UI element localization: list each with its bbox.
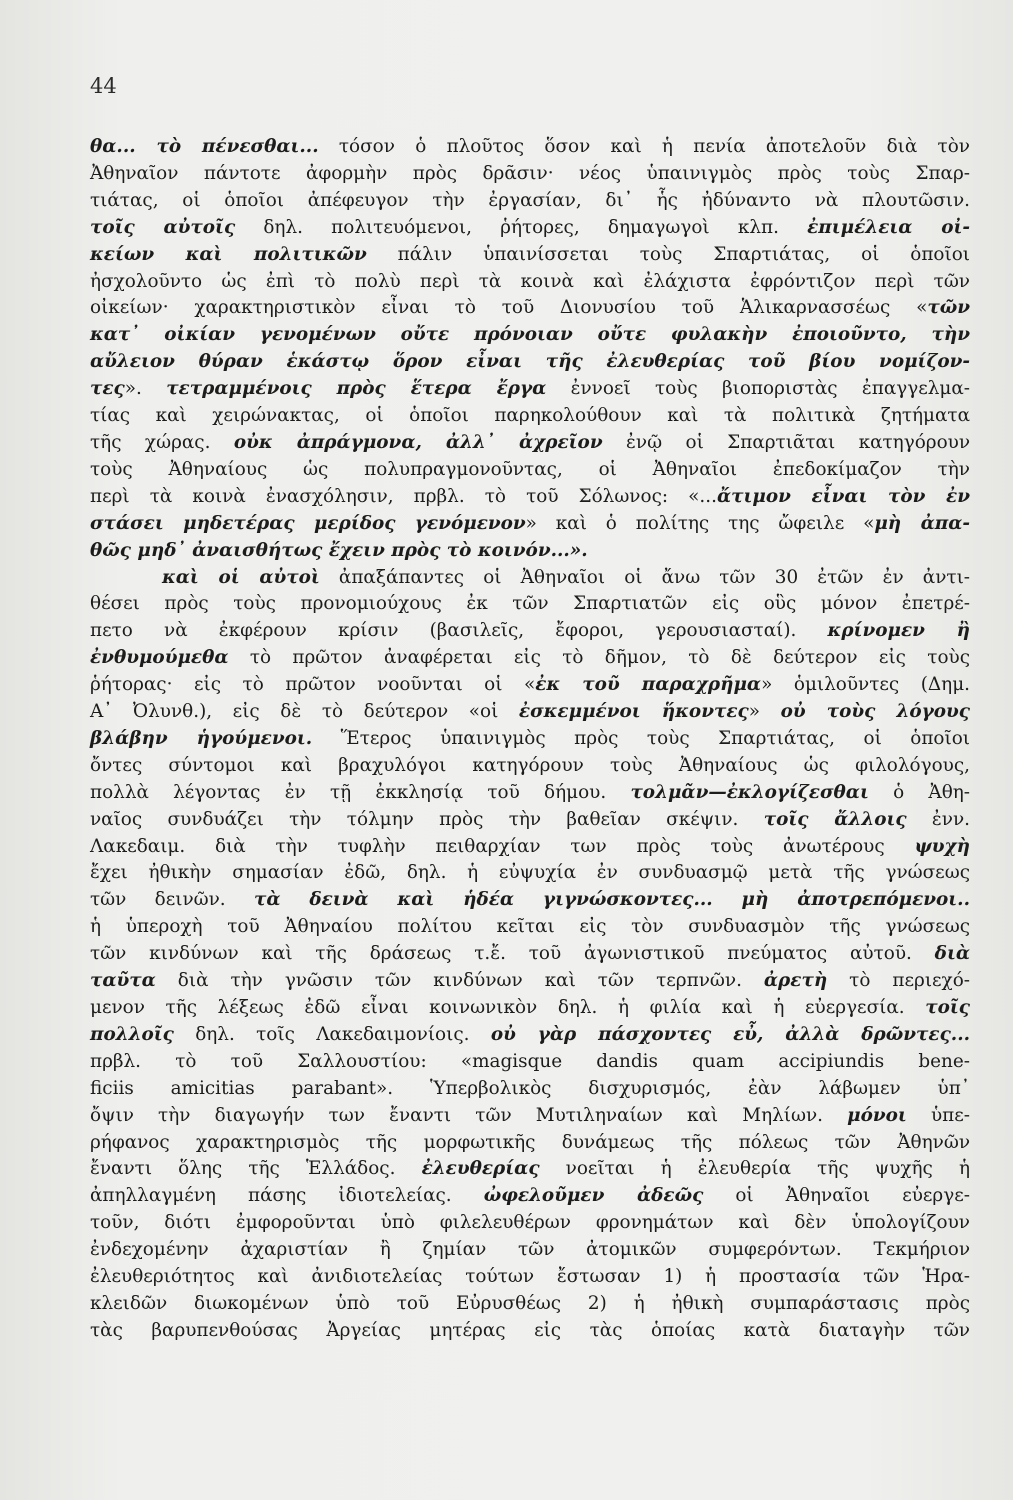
- lemma-text: μὴ ἀπα-: [874, 512, 970, 534]
- lemma-text: ἐπιμέλεια οἰ-: [807, 216, 970, 238]
- commentary-span: ἐνν.: [906, 808, 971, 830]
- text-line: [90, 161, 970, 188]
- text-line: [90, 834, 970, 861]
- commentary-span: ὄντες σύντομοι καὶ βραχυλόγοι κατηγόρουν τοὺς Ἀθηναίους ὡς φιλολόγους,: [90, 754, 970, 776]
- commentary-span: θέσει πρὸς τοὺς προνομιούχους ἐκ τῶν Σπαρτιατῶν εἰς οὓς μόνον ἐπετρέ-: [90, 593, 970, 615]
- lemma-text: βλάβην ἡγούμενοι.: [90, 727, 313, 749]
- commentary-span: μενον τῆς λέξεως ἐδῶ εἶναι κοινωνικὸν δηλ. ἡ φιλία καὶ ἡ εὐεργεσία.: [90, 997, 926, 1018]
- commentary-span: περὶ τὰ κοινὰ ἐνασχόλησιν, πρβλ. τὸ τοῦ Σόλωνος: «...: [90, 485, 717, 507]
- text-line: [90, 1156, 970, 1183]
- text-line: [90, 807, 970, 834]
- lemma-text: κατ᾽ οἰκίαν γενομένων οὔτε πρόνοιαν οὔτε φυλακὴν ἐποιοῦντο, τὴν: [90, 324, 970, 346]
- text-line: [90, 403, 970, 430]
- lemma-text: τοῖς ἄλλοις: [763, 808, 907, 830]
- lemma-text: θῶς μηδ᾽ ἀναισθήτως ἔχειν πρὸς τὸ κοινόν...: [90, 539, 570, 561]
- commentary-span: τιάτας, οἱ ὁποῖοι ἀπέφευγον τὴν ἐργασίαν, δι᾽ ἧς ἠδύναντο νὰ πλουτῶσιν.: [90, 189, 970, 211]
- lemma-text: ἐλευθερίας: [421, 1158, 540, 1180]
- commentary-span: ἐνδεχομένην ἀχαριστίαν ἢ ζημίαν τῶν ἀτομικῶν συμφερόντων. Τεκμήριον: [90, 1239, 970, 1261]
- commentary-span: δηλ. τοῖς Λακεδαιμονίοις.: [173, 1023, 491, 1045]
- commentary-span: πολλὰ λέγοντας ἐν τῇ ἐκκλησίᾳ τοῦ δήμου.: [90, 781, 631, 803]
- commentary-span: κλειδῶν διωκομένων ὑπὸ τοῦ Εὐρυσθέως 2) ἡ ἠθικὴ συμπαράστασις πρὸς: [90, 1292, 970, 1314]
- text-line: [90, 860, 970, 887]
- text-line: [90, 376, 970, 403]
- lemma-text: τετραμμένοις πρὸς ἕτερα ἔργα: [166, 378, 547, 400]
- lemma-text: ὠφελοῦμεν ἀδεῶς: [483, 1185, 704, 1207]
- commentary-span: ἐνῷ οἱ Σπαρτιᾶται κατηγόρουν: [602, 431, 971, 453]
- commentary-span: ναῖος συνδυάζει τὴν τόλμην πρὸς τὴν βαθεῖαν σκέψιν.: [90, 808, 764, 830]
- lemma-text: ἐκ τοῦ παραχρῆμα: [535, 674, 762, 696]
- commentary-span: τὸ περιεχό-: [827, 970, 970, 992]
- text-line: [90, 941, 970, 968]
- text-line: [90, 1130, 970, 1157]
- commentary-span: δηλ. πολιτευόμενοι, ῥήτορες, δημαγωγοὶ κλπ.: [235, 216, 808, 238]
- commentary-span: ἠσχολοῦντο ὡς ἐπὶ τὸ πολὺ περὶ τὰ κοινὰ καὶ ἐλάχιστα ἐφρόντιζον περὶ τῶν: [90, 270, 970, 292]
- commentary-span: διὰ τὴν γνῶσιν τῶν κινδύνων καὶ τῶν τερπνῶν.: [155, 970, 764, 992]
- lemma-text: τολμᾶν—ἐκλογίζεσθαι: [630, 781, 869, 803]
- commentary-span: ὄψιν τὴν διαγωγήν των ἔναντι τῶν Μυτιληναίων καὶ Μηλίων.: [90, 1104, 848, 1126]
- lemma-text: ψυχὴ: [914, 835, 970, 857]
- text-line: [90, 1103, 970, 1130]
- lemma-text: οὐ γὰρ πάσχοντες εὖ, ἀλλὰ δρῶντες...: [490, 1023, 971, 1045]
- text-line: [90, 1237, 970, 1264]
- text-line: [90, 188, 970, 215]
- commentary-span: Ἕτερος ὑπαινιγμὸς πρὸς τοὺς Σπαρτιάτας, οἱ ὁποῖοι: [312, 727, 971, 749]
- commentary-span: ficiis amicitias parabant». Ὑπερβολικὸς δισχυρισμός, ἐὰν λάβωμεν ὑπ᾽: [90, 1077, 970, 1099]
- commentary-span: τοῦν, διότι ἐμφοροῦνται ὑπὸ φιλελευθέρων φρονημάτων καὶ δὲν ὑπολογίζουν: [90, 1212, 970, 1234]
- lemma-text: κρίνομεν ἢ: [827, 620, 970, 642]
- text-line: [90, 914, 970, 941]
- commentary-span: » ὁμιλοῦντες (Δημ.: [761, 674, 970, 696]
- text-line: [90, 430, 970, 457]
- commentary-span: ἀπηλλαγμένη πάσης ἰδιοτελείας.: [90, 1185, 484, 1207]
- commentary-span: ἔχει ἠθικὴν σημασίαν ἐδῶ, δηλ. ἡ εὐψυχία ἐν συνδυασμῷ μετὰ τῆς γνώσεως: [90, 862, 970, 884]
- lemma-text: τες: [90, 378, 125, 400]
- text-line: [90, 887, 970, 914]
- text-line: [90, 322, 970, 349]
- commentary-text: [90, 134, 970, 1345]
- lemma-text: στάσει μηδετέρας μερίδος γενόμενον: [90, 512, 526, 534]
- commentary-span: ἡ ὑπεροχὴ τοῦ Ἀθηναίου πολίτου κεῖται εἰς τὸν συνδυασμὸν τῆς γνώσεως: [90, 916, 970, 938]
- lemma-text: ».: [569, 539, 588, 561]
- commentary-span: πρβλ. τὸ τοῦ Σαλλουστίου: «magisque dandis quam accipiundis bene-: [90, 1050, 970, 1072]
- text-line: [90, 565, 970, 592]
- text-line: [90, 1318, 970, 1345]
- lemma-text: τὰ δεινὰ καὶ ἡδέα γιγνώσκοντες... μὴ ἀποτρεπόμενοι..: [253, 889, 970, 911]
- text-line: [90, 591, 970, 618]
- commentary-span: τὰς βαρυπενθούσας Ἀργείας μητέρας εἰς τὰς ὁποίας κατὰ διαταγὴν τῶν: [90, 1319, 970, 1341]
- lemma-text: ἄτιμον εἶναι τὸν ἐν: [716, 485, 970, 507]
- commentary-span: τῆς χώρας.: [90, 431, 234, 453]
- commentary-span: ἐννοεῖ τοὺς βιοποριστὰς ἐπαγγελμα-: [546, 378, 970, 400]
- lemma-text: αὔλειον θύραν ἑκάστῳ ὅρον εἶναι τῆς ἐλευθερίας τοῦ βίου νομίζον-: [90, 351, 970, 373]
- lemma-text: ἐσκεμμένοι ἥκοντες: [518, 701, 749, 723]
- commentary-span: ἐλευθεριότητος καὶ ἀνιδιοτελείας τούτων ἔστωσαν 1) ἡ προστασία τῶν Ἡρα-: [90, 1266, 970, 1288]
- text-line: [90, 645, 970, 672]
- text-line: [90, 753, 970, 780]
- commentary-span: ἀπαξάπαντες οἱ Ἀθηναῖοι οἱ ἄνω τῶν 30 ἐτῶν ἐν ἀντι-: [319, 566, 970, 588]
- text-line: [90, 269, 970, 296]
- page-number: 44: [90, 74, 117, 98]
- text-line: [90, 538, 970, 565]
- text-line: [90, 484, 970, 511]
- lemma-text: ἐνθυμούμεθα: [90, 647, 229, 669]
- text-line: [90, 1210, 970, 1237]
- lemma-text: πολλοῖς: [90, 1023, 174, 1045]
- commentary-span: Λακεδαιμ. διὰ τὴν τυφλὴν πειθαρχίαν των πρὸς τοὺς ἀνωτέρους: [90, 835, 915, 857]
- text-line: [90, 134, 970, 161]
- commentary-span: Ἀθηναῖον πάντοτε ἀφορμὴν πρὸς δρᾶσιν· νέος ὑπαινιγμὸς πρὸς τοὺς Σπαρ-: [90, 162, 970, 184]
- commentary-span: ὁ Ἀθη-: [868, 781, 971, 803]
- text-line: [90, 1183, 970, 1210]
- lemma-text: τῶν: [927, 297, 970, 319]
- text-line: [90, 780, 970, 807]
- text-line: [90, 618, 970, 645]
- commentary-span: ρήφανος χαρακτηρισμὸς τῆς μορφωτικῆς δυνάμεως τῆς πόλεως τῶν Ἀθηνῶν: [90, 1131, 970, 1153]
- text-line: [90, 215, 970, 242]
- commentary-span: τοὺς Ἀθηναίους ὡς πολυπραγμονοῦντας, οἱ Ἀθηναῖοι ἐπεδοκίμαζον τὴν: [90, 458, 970, 480]
- commentary-span: νοεῖται ἡ ἐλευθερία τῆς ψυχῆς ἡ: [539, 1158, 970, 1180]
- lemma-text: διὰ: [934, 943, 970, 965]
- commentary-span: πετο νὰ ἐκφέρουν κρίσιν (βασιλεῖς, ἔφοροι, γερουσιασταί).: [90, 620, 828, 642]
- lemma-text: θα... τὸ πένεσθαι...: [90, 136, 319, 157]
- commentary-span: τῶν κινδύνων καὶ τῆς δράσεως τ.ἔ. τοῦ ἀγωνιστικοῦ πνεύματος αὐτοῦ.: [90, 943, 935, 965]
- lemma-text: οὐ τοὺς λόγους: [780, 701, 970, 723]
- commentary-span: τίας καὶ χειρώνακτας, οἱ ὁποῖοι παρηκολούθουν καὶ τὰ πολιτικὰ ζητήματα: [90, 405, 970, 427]
- text-line: [90, 995, 970, 1022]
- lemma-text: ἀρετὴ: [763, 970, 828, 992]
- lemma-text: οὐκ ἀπράγμονα, ἀλλ᾽ ἀχρεῖον: [233, 431, 603, 453]
- text-line: [90, 295, 970, 322]
- commentary-span: »: [748, 701, 781, 723]
- text-line: [90, 1076, 970, 1103]
- text-line: [90, 1264, 970, 1291]
- commentary-span: τῶν δεινῶν.: [90, 889, 254, 911]
- text-line: [90, 968, 970, 995]
- text-line: [90, 349, 970, 376]
- commentary-span: τόσον ὁ πλοῦτος ὅσον καὶ ἡ πενία ἀποτελοῦν διὰ τὸν: [318, 136, 970, 157]
- text-line: [90, 726, 970, 753]
- text-line: [90, 1291, 970, 1318]
- lemma-text: τοῖς: [925, 997, 970, 1018]
- lemma-text: τοῖς αὐτοῖς: [90, 216, 236, 238]
- commentary-span: τὸ πρῶτον ἀναφέρεται εἰς τὸ δῆμον, τὸ δὲ δεύτερον εἰς τοὺς: [228, 647, 970, 669]
- text-line: [90, 1049, 970, 1076]
- commentary-span: πάλιν ὑπαινίσσεται τοὺς Σπαρτιάτας, οἱ ὁποῖοι: [366, 243, 971, 265]
- lemma-text: καὶ οἱ αὐτοὶ: [162, 566, 320, 588]
- commentary-span: οἰκείων· χαρακτηριστικὸν εἶναι τὸ τοῦ Διονυσίου τοῦ Ἁλικαρνασσέως «: [90, 297, 928, 319]
- lemma-text: μόνοι: [847, 1104, 907, 1126]
- text-line: [90, 672, 970, 699]
- commentary-span: ».: [124, 378, 167, 400]
- text-line: [90, 242, 970, 269]
- commentary-span: ὑπε-: [906, 1104, 970, 1126]
- text-line: [90, 1022, 970, 1049]
- text-line: [90, 511, 970, 538]
- lemma-text: κείων καὶ πολιτικῶν: [90, 243, 367, 265]
- text-line: [90, 699, 970, 726]
- commentary-span: ῥήτορας· εἰς τὸ πρῶτον νοοῦνται οἱ «: [90, 674, 536, 696]
- commentary-span: Α᾽ Ὀλυνθ.), εἰς δὲ τὸ δεύτερον «οἱ: [90, 701, 519, 723]
- commentary-span: οἱ Ἀθηναῖοι εὐεργε-: [703, 1185, 970, 1207]
- lemma-text: ταῦτα: [90, 970, 156, 992]
- text-line: [90, 457, 970, 484]
- commentary-span: ἔναντι ὅλης τῆς Ἑλλάδος.: [90, 1158, 422, 1180]
- commentary-span: » καὶ ὁ πολίτης της ὤφειλε «: [525, 512, 875, 534]
